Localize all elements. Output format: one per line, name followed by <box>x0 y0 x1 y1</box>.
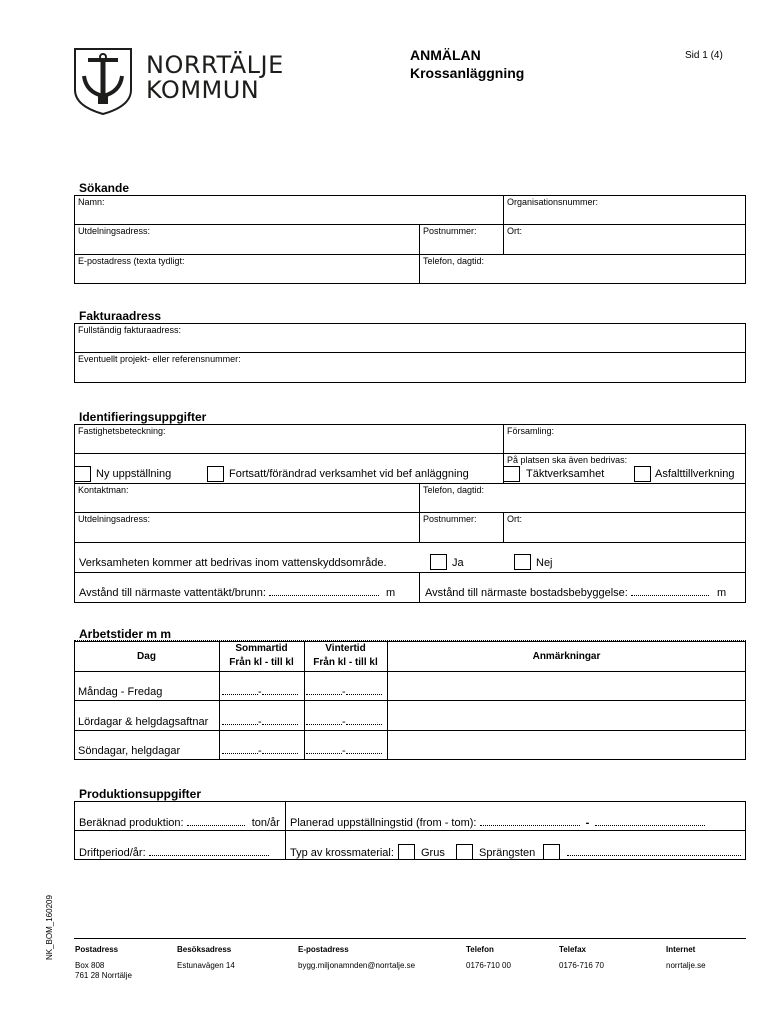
fakturaadress-field[interactable]: Fullständig fakturaadress: <box>78 325 182 335</box>
time-from[interactable] <box>222 716 258 725</box>
unit-m: m <box>716 587 727 599</box>
avstand-vatten-row[interactable] <box>79 587 395 599</box>
divider <box>74 542 746 543</box>
avstand-vatten-input[interactable] <box>269 587 379 596</box>
ident-box <box>74 424 746 603</box>
page-number: Sid 1 (4) <box>685 50 723 61</box>
divider <box>74 352 746 353</box>
section-faktura-heading: Fakturaadress <box>79 309 162 323</box>
time-to[interactable] <box>262 716 298 725</box>
ident-utdelningsadress-field[interactable]: Utdelningsadress: <box>78 514 151 524</box>
divider <box>503 195 504 254</box>
time-input-sommar[interactable] <box>222 745 298 757</box>
logo-shield <box>72 46 134 116</box>
asfalttillverkning-checkbox[interactable] <box>634 466 651 482</box>
time-to[interactable] <box>346 686 382 695</box>
ort-field[interactable]: Ort: <box>507 226 522 236</box>
fastighetsbeteckning-field[interactable]: Fastighetsbeteckning: <box>78 426 166 436</box>
logo-line1: NORRTÄLJE <box>146 51 284 79</box>
footer-telefax-heading: Telefax <box>559 945 586 954</box>
divider <box>74 730 746 731</box>
time-from[interactable] <box>306 686 342 695</box>
section-arbetstider-heading: Arbetstider m m <box>79 627 172 641</box>
beraknad-label: Beräknad produktion: <box>79 817 184 829</box>
beraknad-row[interactable] <box>79 817 280 829</box>
planerad-row[interactable] <box>290 817 705 829</box>
ton-ar-unit: ton/år <box>251 817 280 829</box>
divider <box>74 572 746 573</box>
referensnummer-field[interactable]: Eventuellt projekt- eller referensnummer: <box>78 354 241 364</box>
kontakt-telefon-field[interactable]: Telefon, dagtid: <box>423 485 485 495</box>
footer-telefax-value: 0176-716 70 <box>559 961 604 970</box>
row-label: Lördagar & helgdagsaftnar <box>78 716 209 728</box>
dash: - <box>342 716 346 728</box>
annat-material-input[interactable] <box>567 847 741 856</box>
col-sommar-1: Sommartid <box>235 643 288 654</box>
footer-besok-heading: Besöksadress <box>177 945 232 954</box>
footer-postadress-line2: 761 28 Norrtälje <box>75 971 132 980</box>
divider <box>74 700 746 701</box>
footer-internet-value[interactable]: norrtalje.se <box>666 961 706 970</box>
vattenskydd-nej-checkbox[interactable] <box>514 554 531 570</box>
vattenskydd-ja-checkbox[interactable] <box>430 554 447 570</box>
row-label: Söndagar, helgdagar <box>78 745 181 757</box>
vattenskydd-label: Verksamheten kommer att bedrivas inom vattenskyddsområde. <box>79 557 387 569</box>
divider <box>74 254 746 255</box>
dash: - <box>585 817 590 829</box>
sokande-box <box>74 195 746 284</box>
dash: - <box>258 745 262 757</box>
divider <box>503 512 504 542</box>
ny-uppstallning-label: Ny uppställning <box>96 468 172 480</box>
typ-label: Typ av krossmaterial: <box>290 847 394 859</box>
planerad-tom-input[interactable] <box>595 817 705 826</box>
driftperiod-label: Driftperiod/år: <box>79 847 146 859</box>
avstand-vatten-label: Avstånd till närmaste vattentäkt/brunn: <box>79 587 266 599</box>
section-ident-heading: Identifieringsuppgifter <box>79 410 207 424</box>
footer-epost-heading: E-postadress <box>298 945 349 954</box>
divider <box>419 572 420 603</box>
grus-label: Grus <box>421 847 445 859</box>
footer-telefon-heading: Telefon <box>466 945 494 954</box>
dash: - <box>342 745 346 757</box>
time-from[interactable] <box>222 686 258 695</box>
annat-material-row[interactable] <box>567 847 741 859</box>
annat-material-checkbox[interactable] <box>543 844 560 860</box>
planerad-label: Planerad uppställningstid (from - tom): <box>290 817 477 829</box>
avstand-bostad-label: Avstånd till närmaste bostadsbebyggelse: <box>425 587 628 599</box>
footer-postadress-line1: Box 808 <box>75 961 105 970</box>
form-title: ANMÄLAN <box>410 47 481 63</box>
footer-epost-value[interactable]: bygg.miljonamnden@norrtalje.se <box>298 961 416 970</box>
form-subtitle: Krossanläggning <box>410 65 525 81</box>
avstand-bostad-input[interactable] <box>631 587 709 596</box>
sprangsten-label: Sprängsten <box>479 847 536 859</box>
anchor-shield-icon <box>72 46 134 116</box>
time-to[interactable] <box>262 745 298 754</box>
vattenskydd-ja-label: Ja <box>452 557 464 569</box>
footer-telefon-value: 0176-710 00 <box>466 961 511 970</box>
ny-uppstallning-checkbox[interactable] <box>74 466 91 482</box>
time-to[interactable] <box>346 745 382 754</box>
driftperiod-input[interactable] <box>149 847 269 856</box>
ident-ort-field[interactable]: Ort: <box>507 514 522 524</box>
time-to[interactable] <box>346 716 382 725</box>
time-input-vinter[interactable] <box>306 716 382 728</box>
telefon-field[interactable]: Telefon, dagtid: <box>423 256 485 266</box>
time-input-sommar[interactable] <box>222 716 298 728</box>
logo-line2: KOMMUN <box>146 76 260 104</box>
time-from[interactable] <box>306 745 342 754</box>
col-sommar-2: Från kl - till kl <box>229 657 294 668</box>
fortsatt-label: Fortsatt/förändrad verksamhet vid bef anläggning <box>229 468 469 480</box>
divider <box>419 483 420 542</box>
time-input-vinter[interactable] <box>306 745 382 757</box>
row-label: Måndag - Fredag <box>78 686 163 698</box>
dash: - <box>258 716 262 728</box>
vattenskydd-nej-label: Nej <box>536 557 553 569</box>
sprangsten-checkbox[interactable] <box>456 844 473 860</box>
time-from[interactable] <box>222 745 258 754</box>
divider <box>419 224 420 284</box>
orgnr-field[interactable]: Organisationsnummer: <box>507 197 599 207</box>
dash: - <box>342 686 346 698</box>
section-produktion-heading: Produktionsuppgifter <box>79 787 201 801</box>
unit-m: m <box>386 587 396 599</box>
divider <box>74 483 746 484</box>
taktverksamhet-checkbox[interactable] <box>503 466 520 482</box>
time-to[interactable] <box>262 686 298 695</box>
avstand-bostad-row[interactable] <box>425 587 726 599</box>
taktverksamhet-label: Täktverksamhet <box>526 468 605 480</box>
time-input-sommar[interactable] <box>222 686 298 698</box>
divider <box>74 938 746 939</box>
divider <box>285 801 286 860</box>
divider <box>74 671 746 672</box>
asfalttillverkning-label: Asfalttillverkning <box>655 468 735 480</box>
time-from[interactable] <box>306 716 342 725</box>
time-input-vinter[interactable] <box>306 686 382 698</box>
beraknad-input[interactable] <box>187 817 245 826</box>
driftperiod-row[interactable] <box>79 847 269 859</box>
forsamling-field[interactable]: Församling: <box>507 426 555 436</box>
footer-internet-heading: Internet <box>666 945 696 954</box>
grus-checkbox[interactable] <box>398 844 415 860</box>
document-code: NK_BOM_160209 <box>45 895 54 960</box>
footer-besok-value: Estunavägen 14 <box>177 961 235 970</box>
col-anmarkningar: Anmärkningar <box>532 651 601 662</box>
namn-field[interactable]: Namn: <box>78 197 105 207</box>
epost-field[interactable]: E-postadress (texta tydligt: <box>78 256 185 266</box>
col-vinter-1: Vintertid <box>325 643 366 654</box>
dash: - <box>258 686 262 698</box>
footer-postadress-heading: Postadress <box>75 945 119 954</box>
planerad-from-input[interactable] <box>480 817 580 826</box>
col-vinter-2: Från kl - till kl <box>313 657 378 668</box>
section-sokande-heading: Sökande <box>79 181 130 195</box>
kontaktman-field[interactable]: Kontaktman: <box>78 485 129 495</box>
pa-platsen-label: På platsen ska även bedrivas: <box>507 455 628 465</box>
fortsatt-checkbox[interactable] <box>207 466 224 482</box>
divider <box>74 512 746 513</box>
postnummer-field[interactable]: Postnummer: <box>423 226 477 236</box>
col-dag: Dag <box>137 651 156 662</box>
divider <box>74 224 746 225</box>
utdelningsadress-field[interactable]: Utdelningsadress: <box>78 226 151 236</box>
divider <box>74 830 746 831</box>
ident-postnummer-field[interactable]: Postnummer: <box>423 514 477 524</box>
divider <box>74 453 746 454</box>
